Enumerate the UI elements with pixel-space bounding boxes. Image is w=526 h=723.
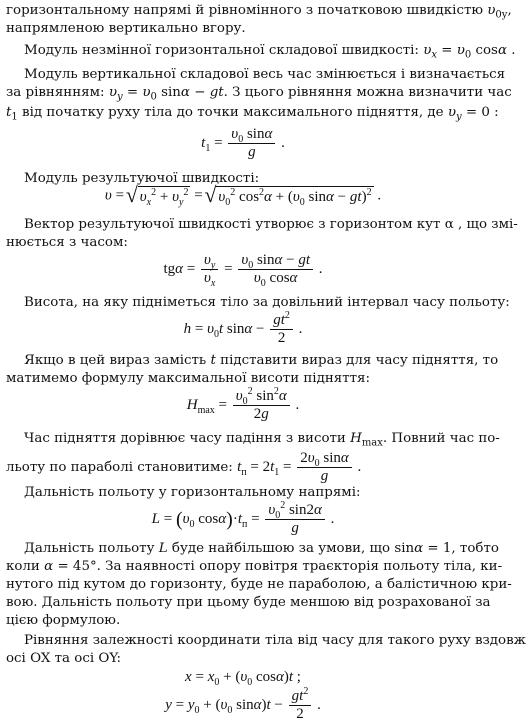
formula-tp: $t_п = 2t_1$ = $\frac{2\upsilon_0 \sin\alpha}{g}$ . bbox=[237, 450, 362, 484]
text-line: Дальність польоту L буде найбільшою за умови, що sinα = 1, тобто bbox=[24, 541, 499, 556]
text-line: вою. Дальність польоту при цьому буде меншою від розрахованої за bbox=[6, 595, 491, 610]
formula-x: $x = x_0 + (\upsilon_0$ cosα)t ; bbox=[185, 669, 301, 688]
formula-v: υ = √ $\upsilon_x^2 + \upsilon_y^2$ = √ $\upsilon_0^2$ $\cos^2\alpha + (\upsilon_0$ sinα − gt)$^2$ . bbox=[0, 186, 486, 206]
text-line: Вектор результуючої швидкості утворює з горизонтом кут α , що змі- bbox=[24, 217, 518, 232]
text-line: Рівняння залежності координати тіла від часу для такого руху вздовж bbox=[24, 633, 526, 648]
formula-hmax: $H_{max}$ = $\frac{\upsilon_0^2 \sin^2\alpha}{2g}$ . bbox=[186, 386, 300, 422]
text-line: Модуль незмінної горизонтальної складової швидкості: $\upsilon_x = \upsilon_0$ cosα . bbox=[24, 43, 516, 61]
text-line: горизонтальному напрямі й рівномінного з початковою швидкістю $\upsilon_{0y}$, bbox=[6, 3, 512, 21]
formula-L: $L = (\upsilon_0$ $\cos\alpha)\cdot t_п$ = $\frac{\upsilon_0^2 \sin 2\alpha}{g}$ . bbox=[151, 500, 335, 536]
formula-tga: tgα = $\frac{\upsilon_y}{\upsilon_x}$ = $\frac{\upsilon_0 \sin\alpha - gt}{\upsilon_0 \cos\alpha}$ . bbox=[163, 252, 323, 289]
text-line: коли α = 45°. За наявності опору повітря траєкторія польоту тіла, ки- bbox=[6, 559, 503, 574]
text-line: льоту по параболі становитиме: $t_п = 2t_1$ = $\frac{2\upsilon_0 \sin\alpha}{g}$ . bbox=[6, 450, 362, 484]
text-line: Модуль вертикальної складової весь час змінюється і визначається bbox=[24, 67, 506, 82]
formula-cond: sinα = 1 bbox=[394, 541, 452, 556]
formula-angle: α = 45° bbox=[44, 559, 97, 574]
text-line: Висота, на яку підніметься тіло за довільний інтервал часу польоту: bbox=[24, 295, 510, 310]
formula-vy-zero: $\upsilon_y = 0$ : bbox=[447, 105, 499, 123]
formula-vy: $\upsilon_y = \upsilon_0$ sinα − gt bbox=[108, 85, 224, 103]
formula-vx: $\upsilon_x = \upsilon_0$ cosα . bbox=[423, 43, 516, 61]
text-line: Якщо в цей вираз замість t підставити вираз для часу підняття, то bbox=[24, 353, 499, 368]
text-line: напрямленою вертикально вгору. bbox=[6, 21, 246, 36]
text-line: осі OX та осі OY: bbox=[6, 651, 122, 666]
text-line: Дальність польоту у горизонтальному напрямі: bbox=[24, 485, 361, 500]
text-line: за рівнянням: $\upsilon_y = \upsilon_0$ sinα − gt. З цього рівняння можна визначити час bbox=[6, 85, 512, 103]
text-line: $t_1$ від початку руху тіла до точки максимального підняття, де $\upsilon_y = 0$ : bbox=[6, 105, 499, 123]
formula-t1: $t_1$ = $\frac{\upsilon_0 \sin\alpha}{g}$ . bbox=[201, 126, 285, 160]
text-line: нутого під кутом до горизонту, буде не параболою, а балістичною кри- bbox=[6, 577, 512, 592]
formula-h: $h = \upsilon_0t$ sinα − $\frac{gt^2}{2}$ . bbox=[183, 310, 303, 346]
text-line: Модуль результуючої швидкості: bbox=[24, 171, 260, 186]
formula-y: $y = y_0 + (\upsilon_0$ sinα)t − $\frac{gt^2}{2}$ . bbox=[165, 686, 321, 722]
text-line: нюється з часом: bbox=[6, 235, 128, 250]
text-line: цією формулою. bbox=[6, 613, 121, 628]
text-line: матимемо формулу максимальної висоти підняття: bbox=[6, 371, 370, 386]
text-line: Час підняття дорівнює часу падіння з висоти $H_{max}$. Повний час по- bbox=[24, 431, 500, 449]
